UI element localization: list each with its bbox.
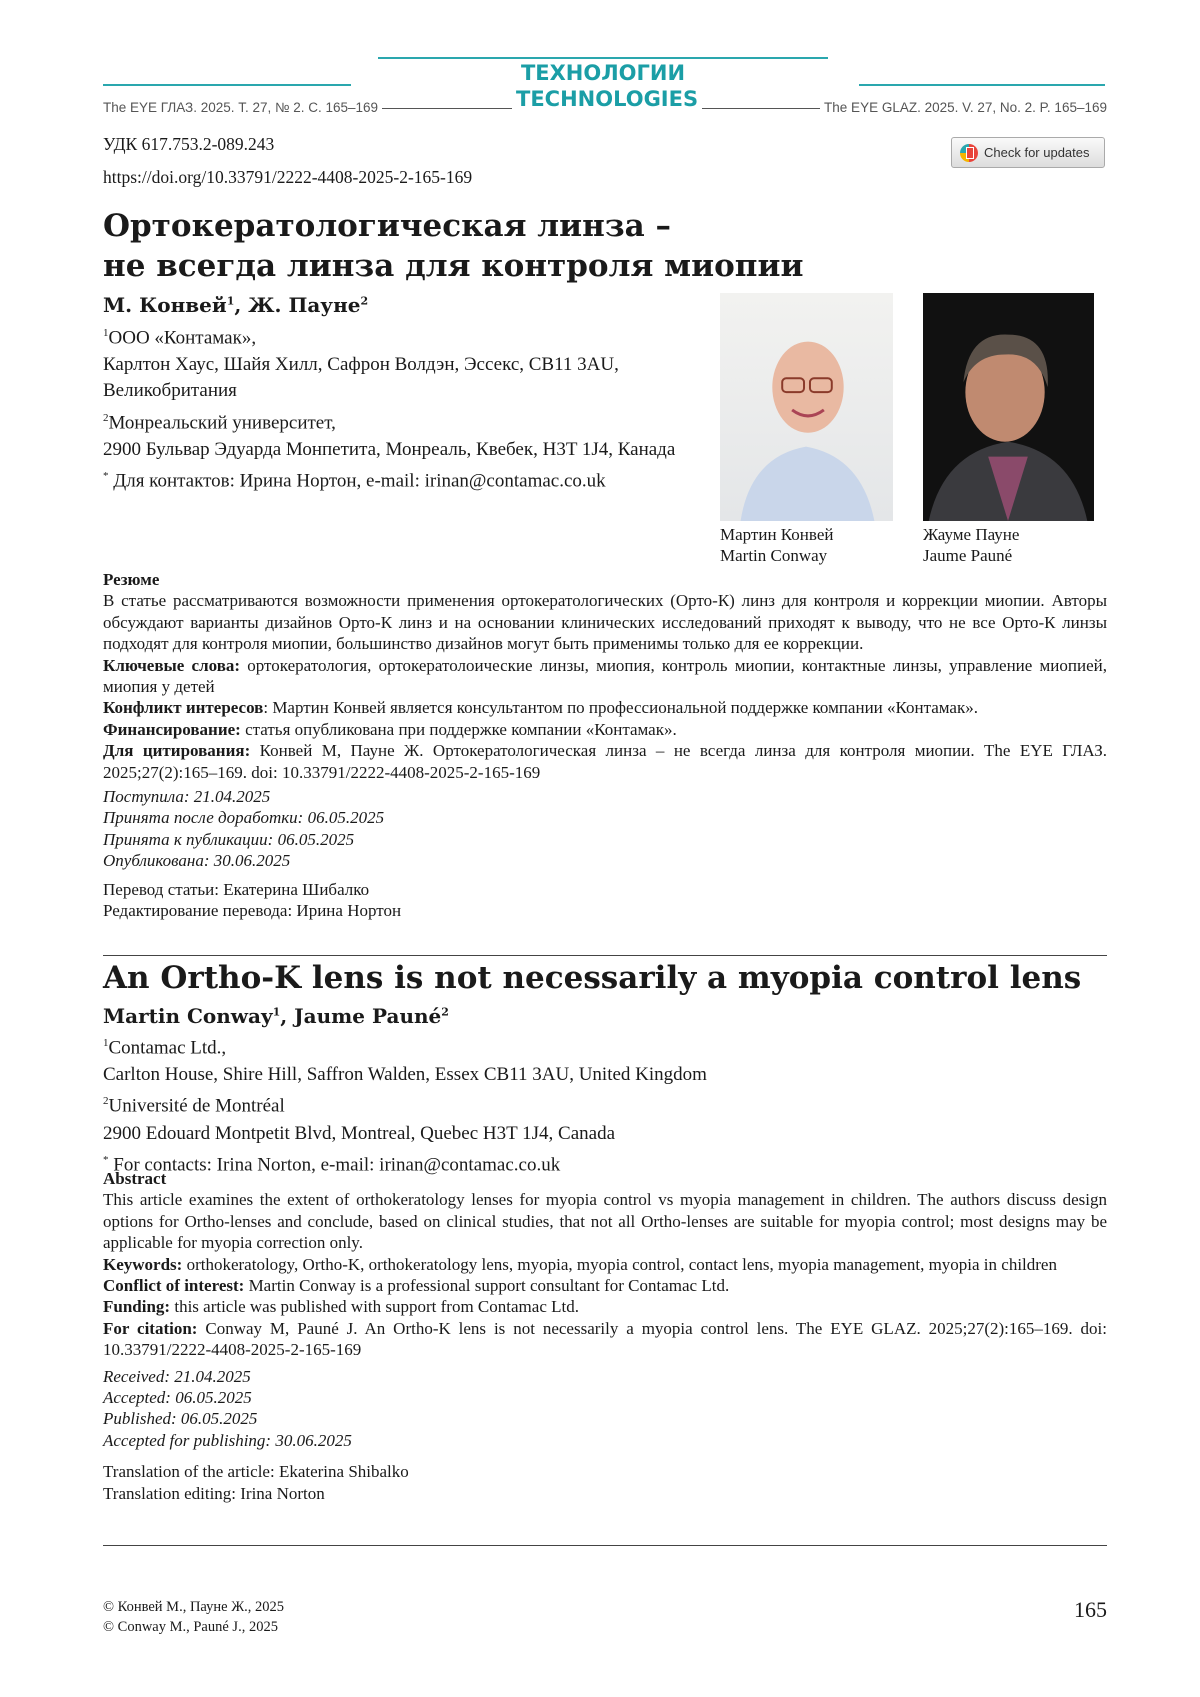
authors-en: Martin Conway1, Jaume Pauné2 <box>103 1004 449 1028</box>
copyright-en: © Conway M., Pauné J., 2025 <box>103 1617 284 1637</box>
aff-num: 2 <box>103 1095 109 1107</box>
author-2: Ж. Пауне <box>248 293 360 317</box>
aff1-org: ООО «Контамак», <box>109 327 257 348</box>
citation-label: Для цитирования: <box>103 741 250 760</box>
date-received: Received: 21.04.2025 <box>103 1366 1107 1387</box>
citation: Конвей М, Пауне Ж. Ортокератологическая линза – не всегда линза для контроля миопии. The EYE ГЛАЗ. 2025;27(2):165–169. doi: 10.33791/2222-4408-2025-2-165-169 <box>103 741 1107 781</box>
check-for-updates-label: Check for updates <box>984 145 1090 160</box>
date-accepted: Принята к публикации: 06.05.2025 <box>103 829 1107 850</box>
conflict: Martin Conway is a professional support consultant for Contamac Ltd. <box>244 1276 729 1295</box>
aff1-address: Carlton House, Shire Hill, Saffron Walden, Essex CB11 3AU, United Kingdom <box>103 1061 707 1088</box>
translation-edit-credit: Редактирование перевода: Ирина Нортон <box>103 900 1107 921</box>
conflict: : Мартин Конвей является консультантом по профессиональной поддержке компании «Контамак». <box>263 698 978 717</box>
contact-info: For contacts: Irina Norton, e-mail: irinan@contamac.co.uk <box>113 1154 560 1175</box>
aff2-address: 2900 Бульвар Эдуарда Монпетита, Монреаль, Квебек, H3T 1J4, Канада <box>103 437 713 464</box>
title-ru <box>103 206 803 286</box>
translation-edit-credit: Translation editing: Irina Norton <box>103 1483 1107 1504</box>
funding-label: Funding: <box>103 1297 170 1316</box>
title-ru-line1: Ортокератологическая линза – <box>103 206 803 246</box>
photo-caption-1 <box>720 524 833 566</box>
section-title-en: TECHNOLOGIES <box>512 86 702 112</box>
abstract-ru-section <box>103 569 1107 922</box>
affiliations-ru: 1ООО «Контамак», Карлтон Хаус, Шайя Хилл, Сафрон Волдэн, Эссекс, CB11 3AU, Великобритания 2Монреальский университет, 2900 Бульвар Эдуарда Монпетита, Монреаль, Квебек, H3T 1J4, Канада * Для контактов: Ирина Нортон, e-mail: irinan@contamac.co.uk <box>103 320 713 495</box>
caption-name-en: Jaume Pauné <box>923 545 1019 566</box>
keywords-label: Keywords: <box>103 1255 182 1274</box>
footer-divider <box>103 1545 1107 1546</box>
citation-label: For citation: <box>103 1319 197 1338</box>
date-published: Published: 06.05.2025 <box>103 1408 1107 1429</box>
header-rule-top <box>378 57 828 59</box>
abstract-text: This article examines the extent of orthokeratology lenses for myopia control vs myopia management in children. The authors discuss design options for Ortho-lenses and conclude, based on clinical studies, that not all Ortho-lenses are suitable for myopia control; most designs may be applicable for myopia correction only. <box>103 1189 1107 1253</box>
date-accepted: Accepted: 06.05.2025 <box>103 1387 1107 1408</box>
date-accepted-publishing: Accepted for publishing: 30.06.2025 <box>103 1430 1107 1451</box>
copyright-ru: © Конвей М., Пауне Ж., 2025 <box>103 1597 284 1617</box>
aff-num: 1 <box>103 1037 109 1049</box>
authors-ru: М. Конвей1, Ж. Пауне2 <box>103 293 368 317</box>
aff1-address: Карлтон Хаус, Шайя Хилл, Сафрон Волдэн, Эссекс, CB11 3AU, Великобритания <box>103 352 713 405</box>
page-number: 165 <box>1074 1597 1107 1623</box>
aff2-org: Монреальский университет, <box>109 412 336 433</box>
title-ru-line2: не всегда линза для контроля миопии <box>103 246 803 286</box>
funding: this article was published with support from Contamac Ltd. <box>170 1297 579 1316</box>
aff-num: 1 <box>103 327 109 339</box>
keywords-label: Ключевые слова: <box>103 656 240 675</box>
caption-name-ru: Мартин Конвей <box>720 524 833 545</box>
photo-caption-2 <box>923 524 1019 566</box>
contact-info: Для контактов: Ирина Нортон, e-mail: irinan@contamac.co.uk <box>113 470 605 491</box>
abstract-heading: Резюме <box>103 570 159 589</box>
translation-credit: Перевод статьи: Екатерина Шибалко <box>103 879 1107 900</box>
doi-link[interactable]: https://doi.org/10.33791/2222-4408-2025-2-165-169 <box>103 167 472 188</box>
photo-jaume-paune <box>923 293 1094 521</box>
keywords: orthokeratology, Ortho-K, orthokeratology lens, myopia, myopia control, contact lens, myopia management, myopia in children <box>182 1255 1057 1274</box>
citation: Conway M, Pauné J. An Ortho-K lens is not necessarily a myopia control lens. The EYE GLAZ. 2025;27(2):165–169. doi: 10.33791/2222-4408-2025-2-165-169 <box>103 1319 1107 1359</box>
translation-credit: Translation of the article: Ekaterina Shibalko <box>103 1461 1107 1482</box>
author-1: Martin Conway <box>103 1004 273 1028</box>
abstract-heading: Abstract <box>103 1169 166 1188</box>
aff-num: 2 <box>103 412 109 424</box>
abstract-text: В статье рассматриваются возможности применения ортокератологических (Орто-К) линз для контроля и коррекции миопии. Авторы обсуждают варианты дизайнов Орто-К линз и на основании клинических исследований приходят к выводу, что не все Орто-К линзы подходят для контроля миопии, большинство дизайнов могут быть применимы только для ее коррекции. <box>103 590 1107 654</box>
affiliations-en: 1Contamac Ltd., Carlton House, Shire Hill, Saffron Walden, Essex CB11 3AU, United Kingdom 2Université de Montréal 2900 Edouard Montpetit Blvd, Montreal, Quebec H3T 1J4, Canada * For contacts: Irina Norton, e-mail: irinan@contamac.co.uk <box>103 1030 707 1178</box>
crossmark-icon <box>960 144 978 162</box>
header-rule-left <box>103 84 351 86</box>
conflict-label: Конфликт интересов <box>103 698 263 717</box>
aff1-org: Contamac Ltd., <box>109 1037 227 1058</box>
footer-copyright <box>103 1597 284 1637</box>
date-revised: Принята после доработки: 06.05.2025 <box>103 807 1107 828</box>
header-rule-right <box>859 84 1105 86</box>
author-1: М. Конвей <box>103 293 227 317</box>
author-2: Jaume Pauné <box>294 1004 441 1028</box>
section-divider <box>103 955 1107 956</box>
funding-label: Финансирование: <box>103 720 241 739</box>
date-received: Поступила: 21.04.2025 <box>103 786 1107 807</box>
date-published: Опубликована: 30.06.2025 <box>103 850 1107 871</box>
abstract-en-section <box>103 1168 1107 1504</box>
funding: статья опубликована при поддержке компании «Контамак». <box>241 720 677 739</box>
section-title-ru: ТЕХНОЛОГИИ <box>378 60 828 86</box>
keywords: ортокератология, ортокератолоические линзы, миопия, контроль миопии, контактные линзы, управление миопией, миопия у детей <box>103 656 1107 696</box>
aff2-address: 2900 Edouard Montpetit Blvd, Montreal, Quebec H3T 1J4, Canada <box>103 1120 707 1147</box>
udk-code: УДК 617.753.2-089.243 <box>103 134 274 155</box>
photo-martin-conway <box>720 293 893 521</box>
caption-name-en: Martin Conway <box>720 545 833 566</box>
running-header-ru: The EYE ГЛАЗ. 2025. Т. 27, № 2. С. 165–169 <box>103 100 382 115</box>
check-for-updates-button[interactable] <box>951 137 1105 168</box>
aff2-org: Université de Montréal <box>109 1096 285 1117</box>
running-header-en: The EYE GLAZ. 2025. V. 27, No. 2. P. 165–169 <box>820 100 1107 115</box>
title-en: An Ortho-K lens is not necessarily a myopia control lens <box>103 958 1081 998</box>
caption-name-ru: Жауме Пауне <box>923 524 1019 545</box>
conflict-label: Conflict of interest: <box>103 1276 244 1295</box>
